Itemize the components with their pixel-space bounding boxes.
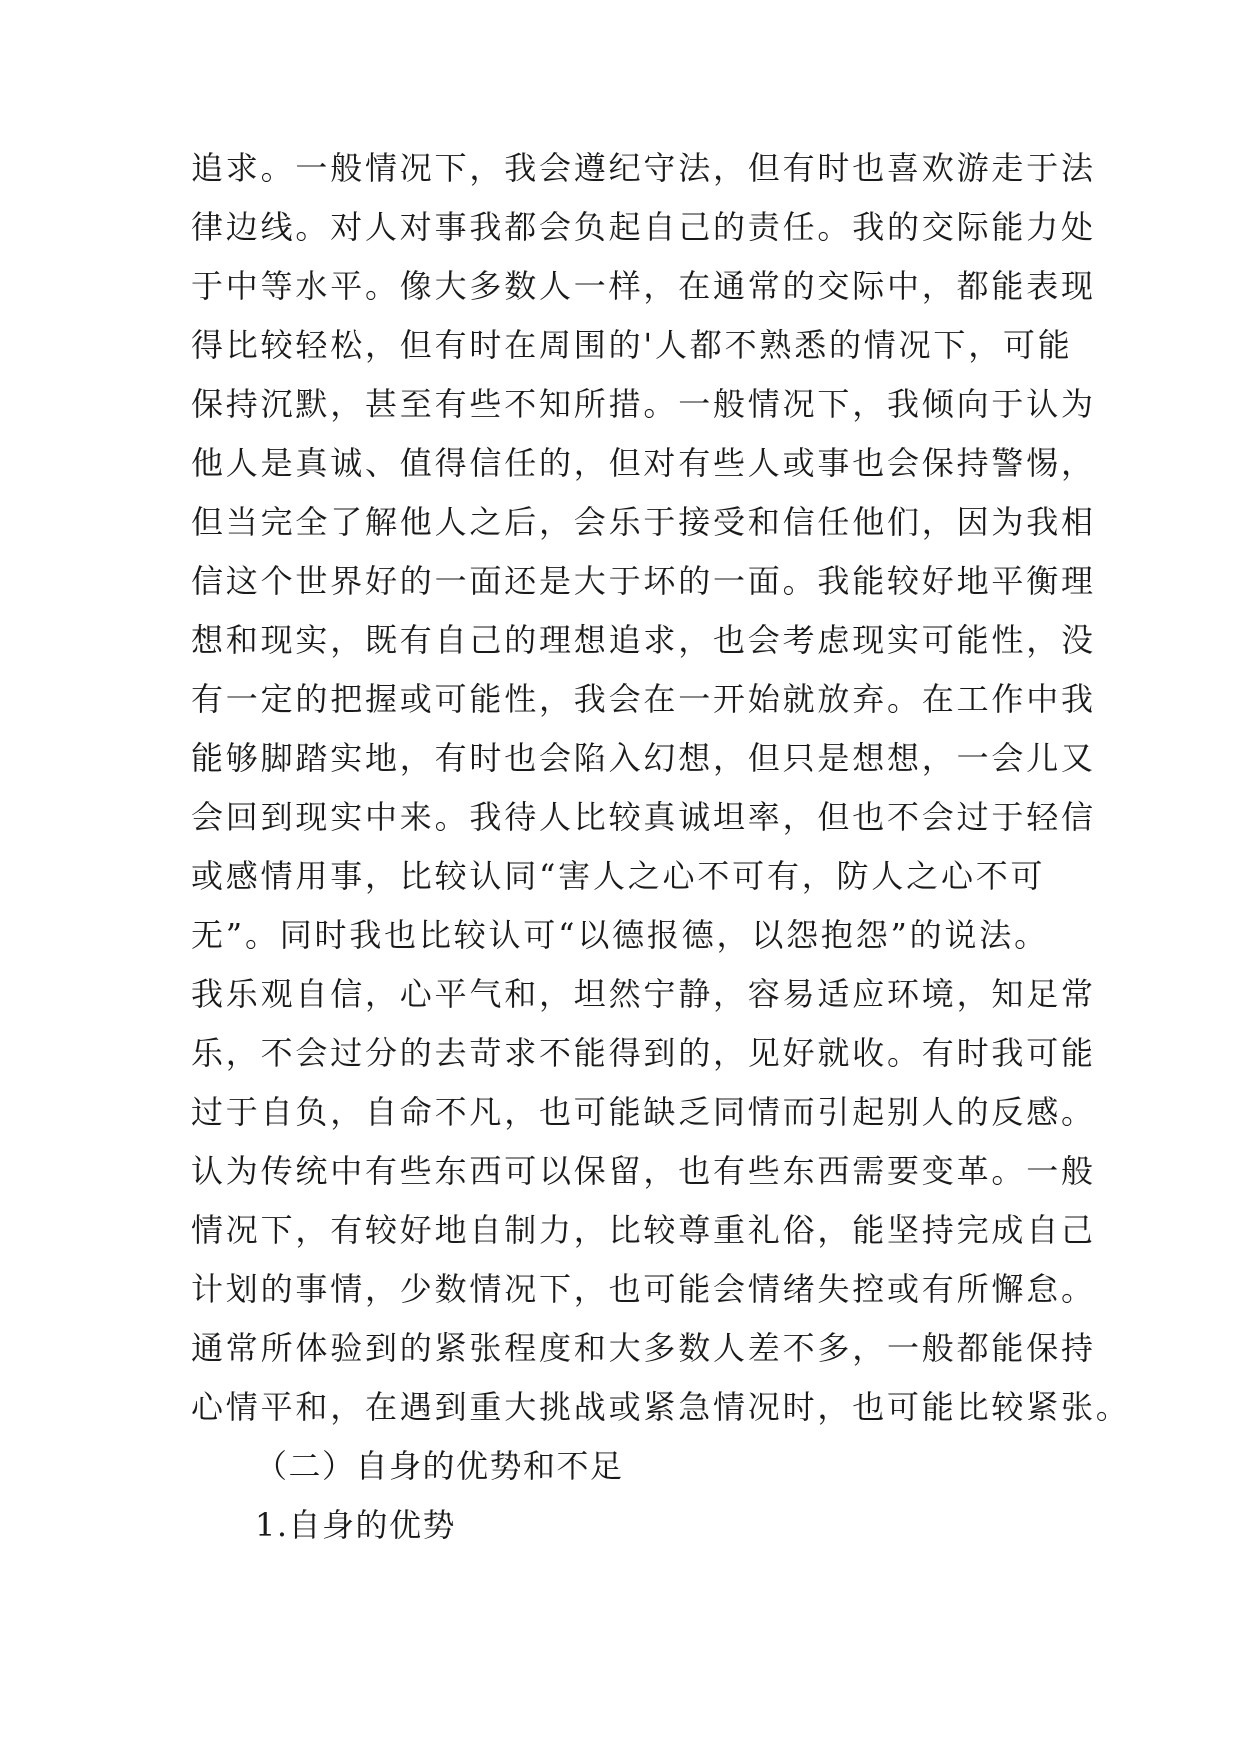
body-text-line: 信这个世界好的一面还是大于坏的一面。我能较好地平衡理 xyxy=(191,562,1096,600)
body-text-line: 心情平和，在遇到重大挑战或紧急情况时，也可能比较紧张。 xyxy=(191,1388,1131,1426)
body-text-line: 或感情用事，比较认同“害人之心不可有，防人之心不可 xyxy=(191,857,1046,895)
body-text-line: 计划的事情，少数情况下，也可能会情绪失控或有所懈怠。 xyxy=(191,1270,1096,1308)
body-text-line: 于中等水平。像大多数人一样，在通常的交际中，都能表现 xyxy=(191,267,1096,305)
body-text-line: 得比较轻松，但有时在周围的'人都不熟悉的情况下，可能 xyxy=(191,326,1073,364)
body-text-line: 但当完全了解他人之后，会乐于接受和信任他们，因为我相 xyxy=(191,503,1096,541)
section-heading: （二）自身的优势和不足 xyxy=(255,1447,624,1485)
body-text-line: 我乐观自信，心平气和，坦然宁静，容易适应环境，知足常 xyxy=(191,975,1096,1013)
body-text-line: 能够脚踏实地，有时也会陷入幻想，但只是想想，一会儿又 xyxy=(191,739,1096,777)
body-text-line: 通常所体验到的紧张程度和大多数人差不多，一般都能保持 xyxy=(191,1329,1096,1367)
body-text-line: 他人是真诚、值得信任的，但对有些人或事也会保持警惕， xyxy=(191,444,1096,482)
body-text-line: 无”。同时我也比较认可“以德报德，以怨抱怨”的说法。 xyxy=(191,916,1049,954)
body-text-line: 保持沉默，甚至有些不知所措。一般情况下，我倾向于认为 xyxy=(191,385,1096,423)
body-text-line: 有一定的把握或可能性，我会在一开始就放弃。在工作中我 xyxy=(191,680,1096,718)
body-text-line: 律边线。对人对事我都会负起自己的责任。我的交际能力处 xyxy=(191,208,1096,246)
subsection-heading: 1.自身的优势 xyxy=(255,1506,457,1544)
body-text-line: 情况下，有较好地自制力，比较尊重礼俗，能坚持完成自己 xyxy=(191,1211,1096,1249)
body-text-line: 想和现实，既有自己的理想追求，也会考虑现实可能性，没 xyxy=(191,621,1096,659)
body-text-line: 乐，不会过分的去苛求不能得到的，见好就收。有时我可能 xyxy=(191,1034,1096,1072)
body-text-line: 过于自负，自命不凡，也可能缺乏同情而引起别人的反感。 xyxy=(191,1093,1096,1131)
body-text-line: 认为传统中有些东西可以保留，也有些东西需要变革。一般 xyxy=(191,1152,1096,1190)
body-text-line: 会回到现实中来。我待人比较真诚坦率，但也不会过于轻信 xyxy=(191,798,1096,836)
body-text-line: 追求。一般情况下，我会遵纪守法，但有时也喜欢游走于法 xyxy=(191,149,1096,187)
